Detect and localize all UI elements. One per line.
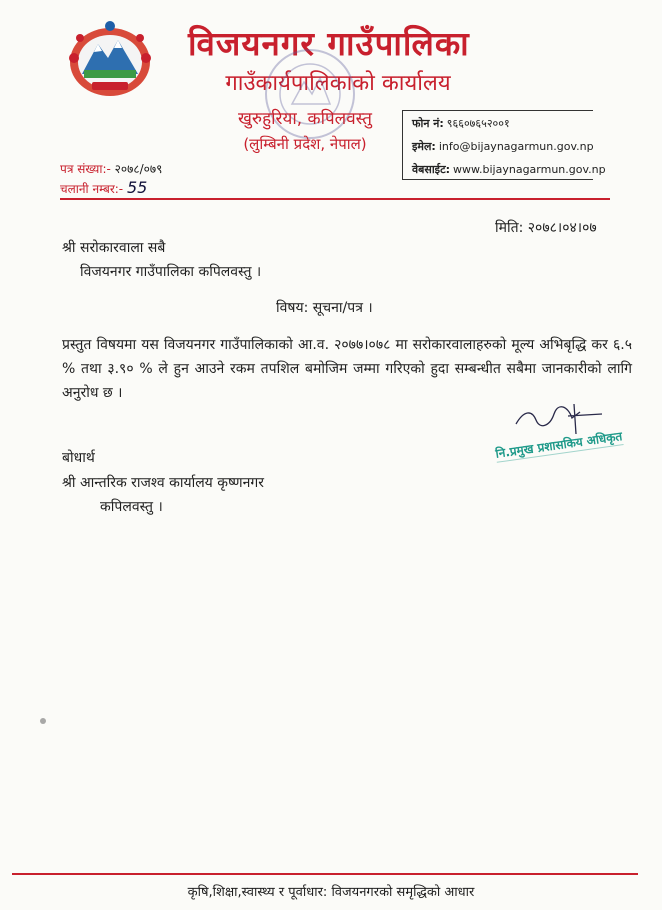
letter-subject: विषय: सूचना/पत्र । xyxy=(276,300,373,316)
letter-body: प्रस्तुत विषयमा यस विजयनगर गाउँपालिकाको आ.व. २०७७।०७८ मा सरोकारवालाहरुको मूल्य अभिबृद्धि कर ६.५ % तथा ३.९० % ले हुन आउने रकम तपशिल बमोजिम जम्मा गरिएको हुदा सम्बन्धीत सबैमा जानकारीको लागि अनुरोध छ । xyxy=(62,337,632,401)
phone-label: फोन नं: xyxy=(412,117,444,130)
letter-number-label: पत्र संख्या:- xyxy=(60,162,111,176)
website-line xyxy=(412,162,606,177)
footer-divider xyxy=(12,873,638,875)
email-label: इमेल: xyxy=(412,140,436,153)
website-value: www.bijaynagarmun.gov.np xyxy=(453,163,606,176)
letter-number-value: २०७८/०७९ xyxy=(114,162,163,176)
letter-date: मिति: २०७८।०४।०७ xyxy=(495,220,597,236)
footer-slogan: कृषि,शिक्षा,स्वास्थ्य र पूर्वाधार: विजयनगरको समृद्धिको आधार xyxy=(187,885,475,900)
scan-speck xyxy=(40,718,46,724)
nepal-emblem-icon xyxy=(64,18,156,102)
dispatch-number-label: चलानी नम्बर:- xyxy=(60,182,124,196)
phone-line xyxy=(412,116,510,131)
cc-label: बोधार्थ xyxy=(62,450,95,466)
recipient-line-2: विजयनगर गाउँपालिका कपिलवस्तु । xyxy=(80,264,262,280)
office-subtitle: गाउँकार्यपालिकाको कार्यालय xyxy=(225,71,451,96)
header-divider xyxy=(60,198,610,200)
email-line xyxy=(412,139,594,154)
officer-stamp: नि.प्रमुख प्रशासकिय अधिकृत xyxy=(494,429,624,461)
office-region: (लुम्बिनी प्रदेश, नेपाल) xyxy=(243,135,367,153)
dispatch-number-value: 55 xyxy=(126,178,148,197)
dispatch-number xyxy=(60,178,147,197)
email-value: info@bijaynagarmun.gov.np xyxy=(438,140,594,153)
letter-number xyxy=(60,160,162,177)
phone-value: ९६६०७६५२००१ xyxy=(446,117,510,130)
website-label: वेबसाईट: xyxy=(412,163,451,176)
municipality-title: विजयनगर गाउँपालिका xyxy=(188,24,470,63)
cc-line-1: श्री आन्तरिक राजश्व कार्यालय कृष्णनगर xyxy=(62,475,265,491)
office-location: खुरुहुरिया, कपिलवस्तु xyxy=(238,109,372,129)
cc-line-2: कपिलवस्तु । xyxy=(100,499,163,515)
recipient-line-1: श्री सरोकारवाला सबै xyxy=(62,240,166,256)
